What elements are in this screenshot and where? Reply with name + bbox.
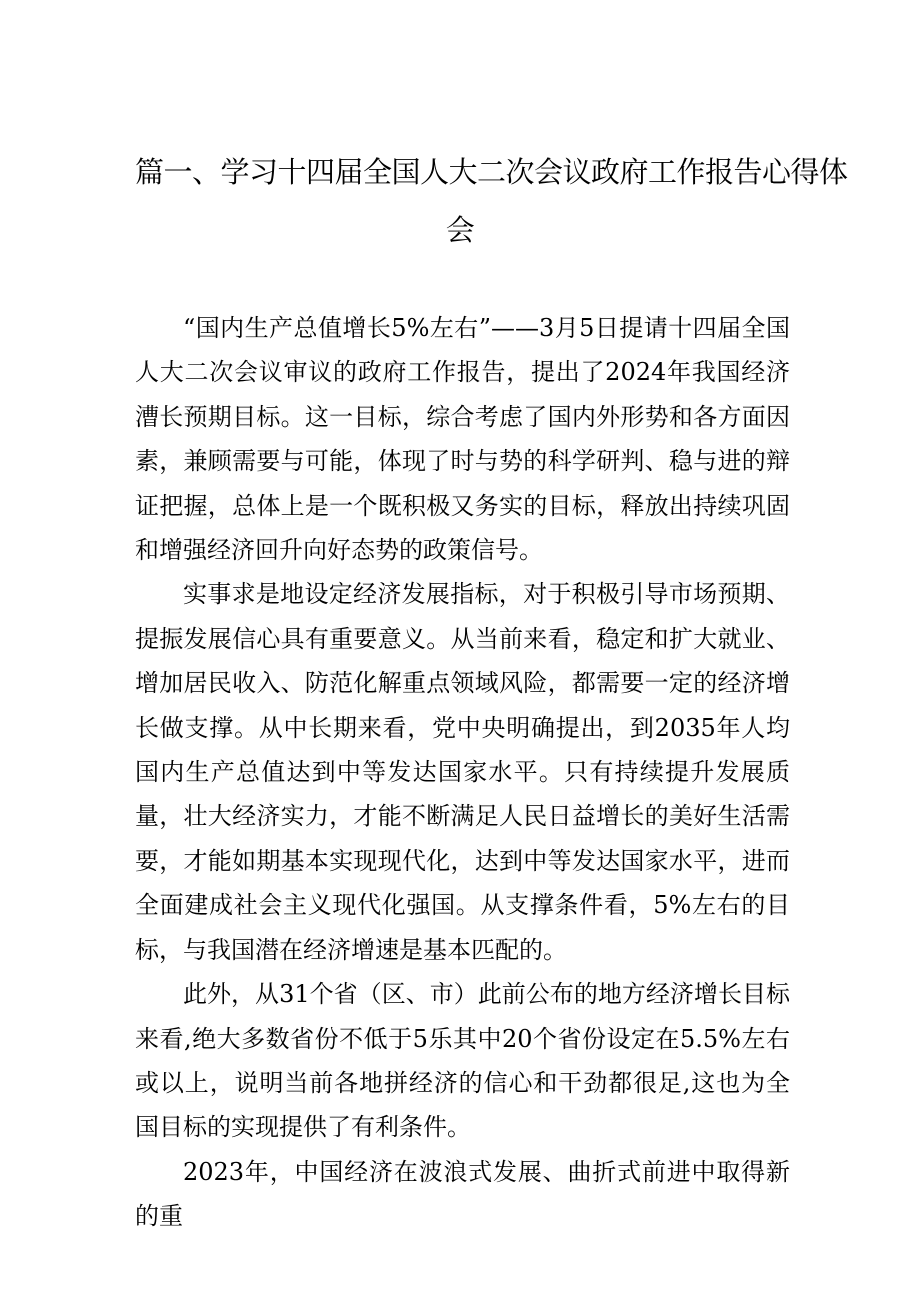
paragraph: “国内生产总值增长5%左右”——3月5日提请十四届全国人大二次会议审议的政府工作报告，提出了2024年我国经济漕长预期目标。这一目标，综合考虑了国内外形势和各方面因素，兼顾需要与可能，体现了时与势的科学研判、稳与进的辩证把握，总体上是一个既积极又务实的目标，释放出持续巩固和增强经济回升向好态势的政策信号。 xyxy=(135,314,790,565)
document-title-continuation: 会 xyxy=(445,213,475,247)
document-title: 篇一、学习十四届全国人大二次会议政府工作报告心得体 xyxy=(135,155,848,189)
paragraph: 2023年，中国经济在波浪式发展、曲折式前进中取得新的重 xyxy=(135,1157,790,1231)
document-body xyxy=(135,306,790,1239)
paragraph: 此外，从31个省（区、市）此前公布的地方经济增长目标来看,绝大多数省份不低于5乐其中20个省份设定在5.5%左右或以上，说明当前各地拼经济的信心和干劲都很足,这也为全国目标的实现提供了有利条件。 xyxy=(135,980,790,1142)
paragraph: 实事求是地设定经济发展指标，对于积极引导市场预期、提振发展信心具有重要意义。从当前来看，稳定和扩大就业、增加居民收入、防范化解重点领域风险，都需要一定的经济增长做支撑。从中长期来看，党中央明确提出，到2035年人均国内生产总值达到中等发达国家水平。只有持续提升发展质量，壮大经济实力，才能不断满足人民日益增长的美好生活需要，才能如期基本实现现代化，达到中等发达国家水平，进而全面建成社会主义现代化强国。从支撑条件看，5%左右的目标，与我国潜在经济增速是基本匹配的。 xyxy=(135,580,790,964)
